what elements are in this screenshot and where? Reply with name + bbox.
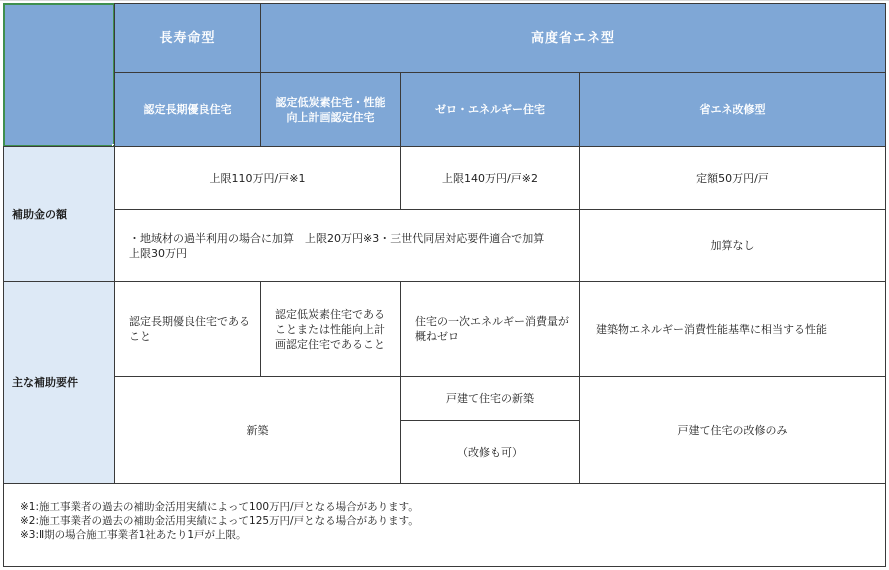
cell-req-longlife[interactable]: 認定長期優良住宅であること <box>114 281 261 377</box>
footnote-3: ※3:Ⅱ期の場合施工事業者1社あたり1戸が上限。 <box>20 529 247 541</box>
footnotes-box[interactable] <box>3 483 886 567</box>
header-low-carbon[interactable]: 認定低炭素住宅・性能向上計画認定住宅 <box>260 72 401 147</box>
grid-line-top <box>0 0 889 1</box>
corner-cell-selected[interactable] <box>3 3 115 147</box>
cell-detached-new[interactable]: 戸建て住宅の新築 <box>400 376 580 421</box>
cell-bonus-conditions[interactable]: ・地域材の過半利用の場合に加算 上限20万円※3・三世代同居対応要件適合で加算 上限30万円 <box>114 209 580 282</box>
cell-req-renovation[interactable]: 建築物エネルギー消費性能基準に相当する性能 <box>579 281 886 377</box>
cell-cap-110[interactable]: 上限110万円/戸※1 <box>114 146 401 210</box>
header-type-high-efficiency[interactable]: 高度省エネ型 <box>260 3 886 73</box>
row-label-subsidy-amount[interactable]: 補助金の額 <box>3 146 115 282</box>
header-certified-longlife[interactable]: 認定長期優良住宅 <box>114 72 261 147</box>
header-zeh[interactable]: ゼロ・エネルギー住宅 <box>400 72 580 147</box>
row-label-main-requirements[interactable]: 主な補助要件 <box>3 281 115 484</box>
cell-req-zeh[interactable]: 住宅の一次エネルギー消費量が概ねゼロ <box>400 281 580 377</box>
cell-new-build[interactable]: 新築 <box>114 376 401 484</box>
footnote-2: ※2:施工事業者の過去の補助金活用実績によって125万円/戸となる場合があります。 <box>20 515 419 527</box>
cell-cap-140[interactable]: 上限140万円/戸※2 <box>400 146 580 210</box>
header-renovation[interactable]: 省エネ改修型 <box>579 72 886 147</box>
cell-detached-renovation-only[interactable]: 戸建て住宅の改修のみ <box>579 376 886 484</box>
cell-fixed-50[interactable]: 定額50万円/戸 <box>579 146 886 210</box>
header-type-longlife[interactable]: 長寿命型 <box>114 3 261 73</box>
cell-req-low-carbon[interactable]: 認定低炭素住宅であることまたは性能向上計画認定住宅であること <box>260 281 401 377</box>
cell-no-bonus[interactable]: 加算なし <box>579 209 886 282</box>
cell-renovation-ok[interactable]: （改修も可） <box>400 420 580 484</box>
footnote-1: ※1:施工事業者の過去の補助金活用実績によって100万円/戸となる場合があります。 <box>20 501 419 513</box>
